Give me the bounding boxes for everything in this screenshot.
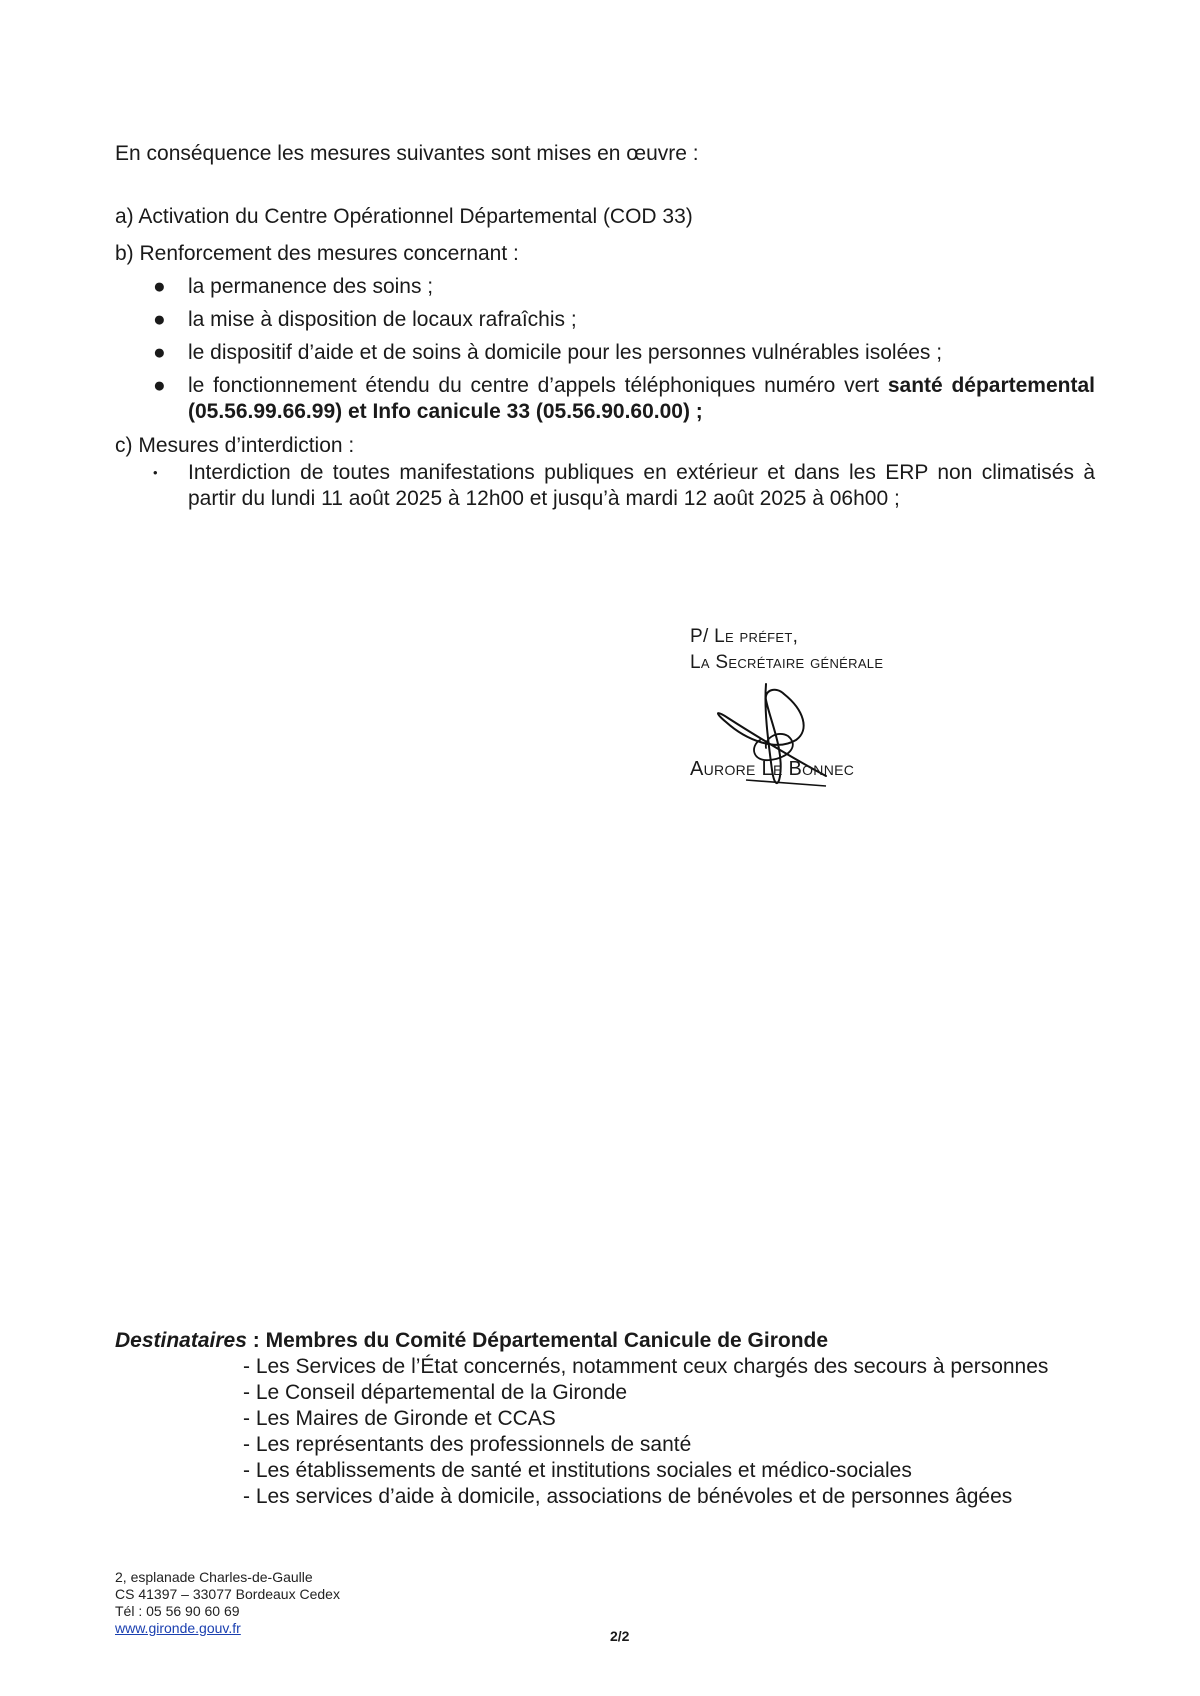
hotline-text: le fonctionnement étendu du centre d’appels téléphoniques numéro vert [188,374,888,397]
list-item: - Les Maires de Gironde et CCAS [243,1407,556,1430]
hotline-numbers: santé départemental (05.56.99.66.99) et Info canicule 33 (05.56.90.60.00) ; [188,374,1095,423]
intro-paragraph: En conséquence les mesures suivantes sont mises en œuvre : [115,142,699,165]
list-item: - Les représentants des professionnels de santé [243,1433,692,1456]
measure-b-label: b) Renforcement des mesures concernant : [115,242,519,265]
address-line-2: CS 41397 – 33077 Bordeaux Cedex [115,1586,340,1602]
measure-a: a) Activation du Centre Opérationnel Départemental (COD 33) [115,205,693,228]
list-item: - Les établissements de santé et institutions sociales et médico-sociales [243,1459,912,1482]
list-item: - Les Services de l’État concernés, notamment ceux chargés des secours à personnes [243,1355,1049,1378]
signatory-name: Aurore Le Bonnec [690,758,855,780]
recipients-title: Membres du Comité Départemental Canicule de Gironde [265,1329,829,1352]
list-item [150,373,1095,425]
bullet-icon: ● [153,275,166,298]
list-item: ● le dispositif d’aide et de soins à domicile pour les personnes vulnérables isolées ; [153,341,943,364]
bullet-icon: • [153,465,158,480]
list-item: - Les services d’aide à domicile, associations de bénévoles et de personnes âgées [243,1485,1013,1508]
signature-line-prefet: P/ Le préfet, [690,626,799,647]
recipients-list [243,1354,1063,1510]
list-item: • Interdiction de toutes manifestations publiques en extérieur et dans les ERP non climatisés à partir du lundi 11 août 2025 à 12h00 et jusqu’à mardi 12 août 2025 à 06h00 ; [153,461,1095,510]
signature-line-title: La Secrétaire générale [690,652,884,673]
phone-number: Tél : 05 56 90 60 69 [115,1603,240,1619]
footer-address [115,1569,340,1637]
website-link[interactable]: www.gironde.gouv.fr [115,1620,241,1636]
recipients-heading: Destinataires : Membres du Comité Départemental Canicule de Gironde [115,1329,829,1352]
measure-c-list [150,460,1095,512]
list-item: ● la mise à disposition de locaux rafraîchis ; [153,308,577,331]
measure-c-label: c) Mesures d’interdiction : [115,434,355,457]
page-number: 2/2 [610,1628,630,1644]
list-item: ● la permanence des soins ; [153,275,434,298]
measure-b-list [150,274,1095,432]
list-item: - Le Conseil départemental de la Gironde [243,1381,628,1404]
bullet-icon: ● [153,374,166,397]
address-line-1: 2, esplanade Charles-de-Gaulle [115,1569,313,1585]
bullet-icon: ● [153,341,166,364]
bullet-icon: ● [153,308,166,331]
recipients-label: Destinataires [115,1329,247,1352]
